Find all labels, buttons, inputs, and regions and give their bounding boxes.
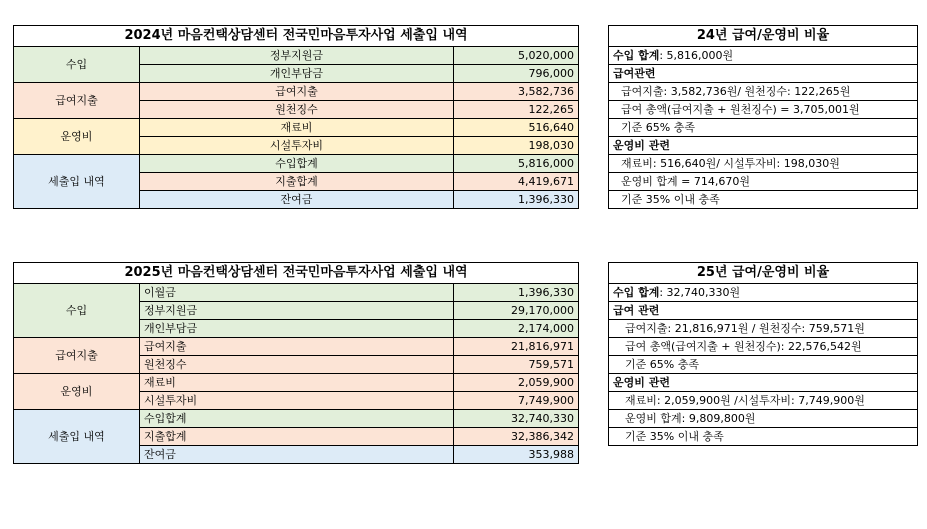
row-value: 5,816,000: [454, 155, 579, 173]
row-value: 1,396,330: [454, 191, 579, 209]
ratio-box-2024: [608, 25, 918, 209]
row-label: 재료비: [140, 119, 454, 137]
row-label: 이월금: [140, 284, 454, 302]
ratio-box-2025: [608, 262, 918, 446]
row-value: 5,020,000: [454, 47, 579, 65]
row-label: 잔여금: [140, 446, 454, 464]
row-label: 시설투자비: [140, 137, 454, 155]
ratio-line: 급여지출: 3,582,736원/ 원천징수: 122,265원: [609, 83, 918, 101]
row-label: 수입합계: [140, 155, 454, 173]
row-label: 잔여금: [140, 191, 454, 209]
row-label: 급여지출: [140, 83, 454, 101]
row-value: 3,582,736: [454, 83, 579, 101]
row-label: 지출합계: [140, 173, 454, 191]
ratio-income-value: : 5,816,000원: [659, 48, 734, 62]
table-2024-budget: [13, 25, 579, 209]
ratio-salary-heading: 급여 관련: [609, 302, 918, 320]
category-salary: 급여지출: [14, 83, 140, 119]
ratio-line: 재료비: 2,059,900원 /시설투자비: 7,749,900원: [609, 392, 918, 410]
ratio-line: 재료비: 516,640원/ 시설투자비: 198,030원: [609, 155, 918, 173]
ratio-line: 급여지출: 21,816,971원 / 원천징수: 759,571원: [609, 320, 918, 338]
row-label: 원천징수: [140, 356, 454, 374]
row-label: 시설투자비: [140, 392, 454, 410]
row-label: 급여지출: [140, 338, 454, 356]
category-summary: 세출입 내역: [14, 410, 140, 464]
ratio-title: 24년 급여/운영비 비율: [609, 26, 918, 47]
row-label: 수입합계: [140, 410, 454, 428]
row-value: 2,059,900: [454, 374, 579, 392]
row-value: 4,419,671: [454, 173, 579, 191]
row-label: 개인부담금: [140, 65, 454, 83]
ratio-line: 운영비 합계: 9,809,800원: [609, 410, 918, 428]
row-label: 정부지원금: [140, 302, 454, 320]
category-opex: 운영비: [14, 119, 140, 155]
row-value: 7,749,900: [454, 392, 579, 410]
row-value: 198,030: [454, 137, 579, 155]
ratio-income-label: 수입 합계: [613, 285, 660, 299]
ratio-income-total: [609, 47, 918, 65]
row-value: 122,265: [454, 101, 579, 119]
row-value: 353,988: [454, 446, 579, 464]
ratio-line: 기준 65% 충족: [609, 356, 918, 374]
ratio-line: 기준 35% 이내 충족: [609, 428, 918, 446]
category-income: 수입: [14, 47, 140, 83]
row-label: 지출합계: [140, 428, 454, 446]
category-income: 수입: [14, 284, 140, 338]
ratio-line: 급여 총액(급여지출 + 원천징수) = 3,705,001원: [609, 101, 918, 119]
row-value: 1,396,330: [454, 284, 579, 302]
ratio-salary-heading: 급여관련: [609, 65, 918, 83]
table-title: 2024년 마음컨택상담센터 전국민마음투자사업 세출입 내역: [14, 26, 579, 47]
ratio-opex-heading: 운영비 관련: [609, 137, 918, 155]
row-value: 32,386,342: [454, 428, 579, 446]
category-salary: 급여지출: [14, 338, 140, 374]
ratio-opex-heading: 운영비 관련: [609, 374, 918, 392]
table-title: 2025년 마음컨택상담센터 전국민마음투자사업 세출입 내역: [14, 263, 579, 284]
category-opex: 운영비: [14, 374, 140, 410]
ratio-line: 운영비 합계 = 714,670원: [609, 173, 918, 191]
row-value: 2,174,000: [454, 320, 579, 338]
row-value: 29,170,000: [454, 302, 579, 320]
row-value: 516,640: [454, 119, 579, 137]
row-value: 796,000: [454, 65, 579, 83]
category-summary: 세출입 내역: [14, 155, 140, 209]
ratio-title: 25년 급여/운영비 비율: [609, 263, 918, 284]
row-label: 원천징수: [140, 101, 454, 119]
row-value: 759,571: [454, 356, 579, 374]
ratio-income-total: [609, 284, 918, 302]
row-label: 재료비: [140, 374, 454, 392]
ratio-income-value: : 32,740,330원: [659, 285, 741, 299]
ratio-line: 기준 35% 이내 충족: [609, 191, 918, 209]
row-value: 21,816,971: [454, 338, 579, 356]
row-value: 32,740,330: [454, 410, 579, 428]
ratio-line: 급여 총액(급여지출 + 원천징수): 22,576,542원: [609, 338, 918, 356]
row-label: 정부지원금: [140, 47, 454, 65]
row-label: 개인부담금: [140, 320, 454, 338]
ratio-income-label: 수입 합계: [613, 48, 660, 62]
ratio-line: 기준 65% 충족: [609, 119, 918, 137]
table-2025-budget: [13, 262, 579, 464]
